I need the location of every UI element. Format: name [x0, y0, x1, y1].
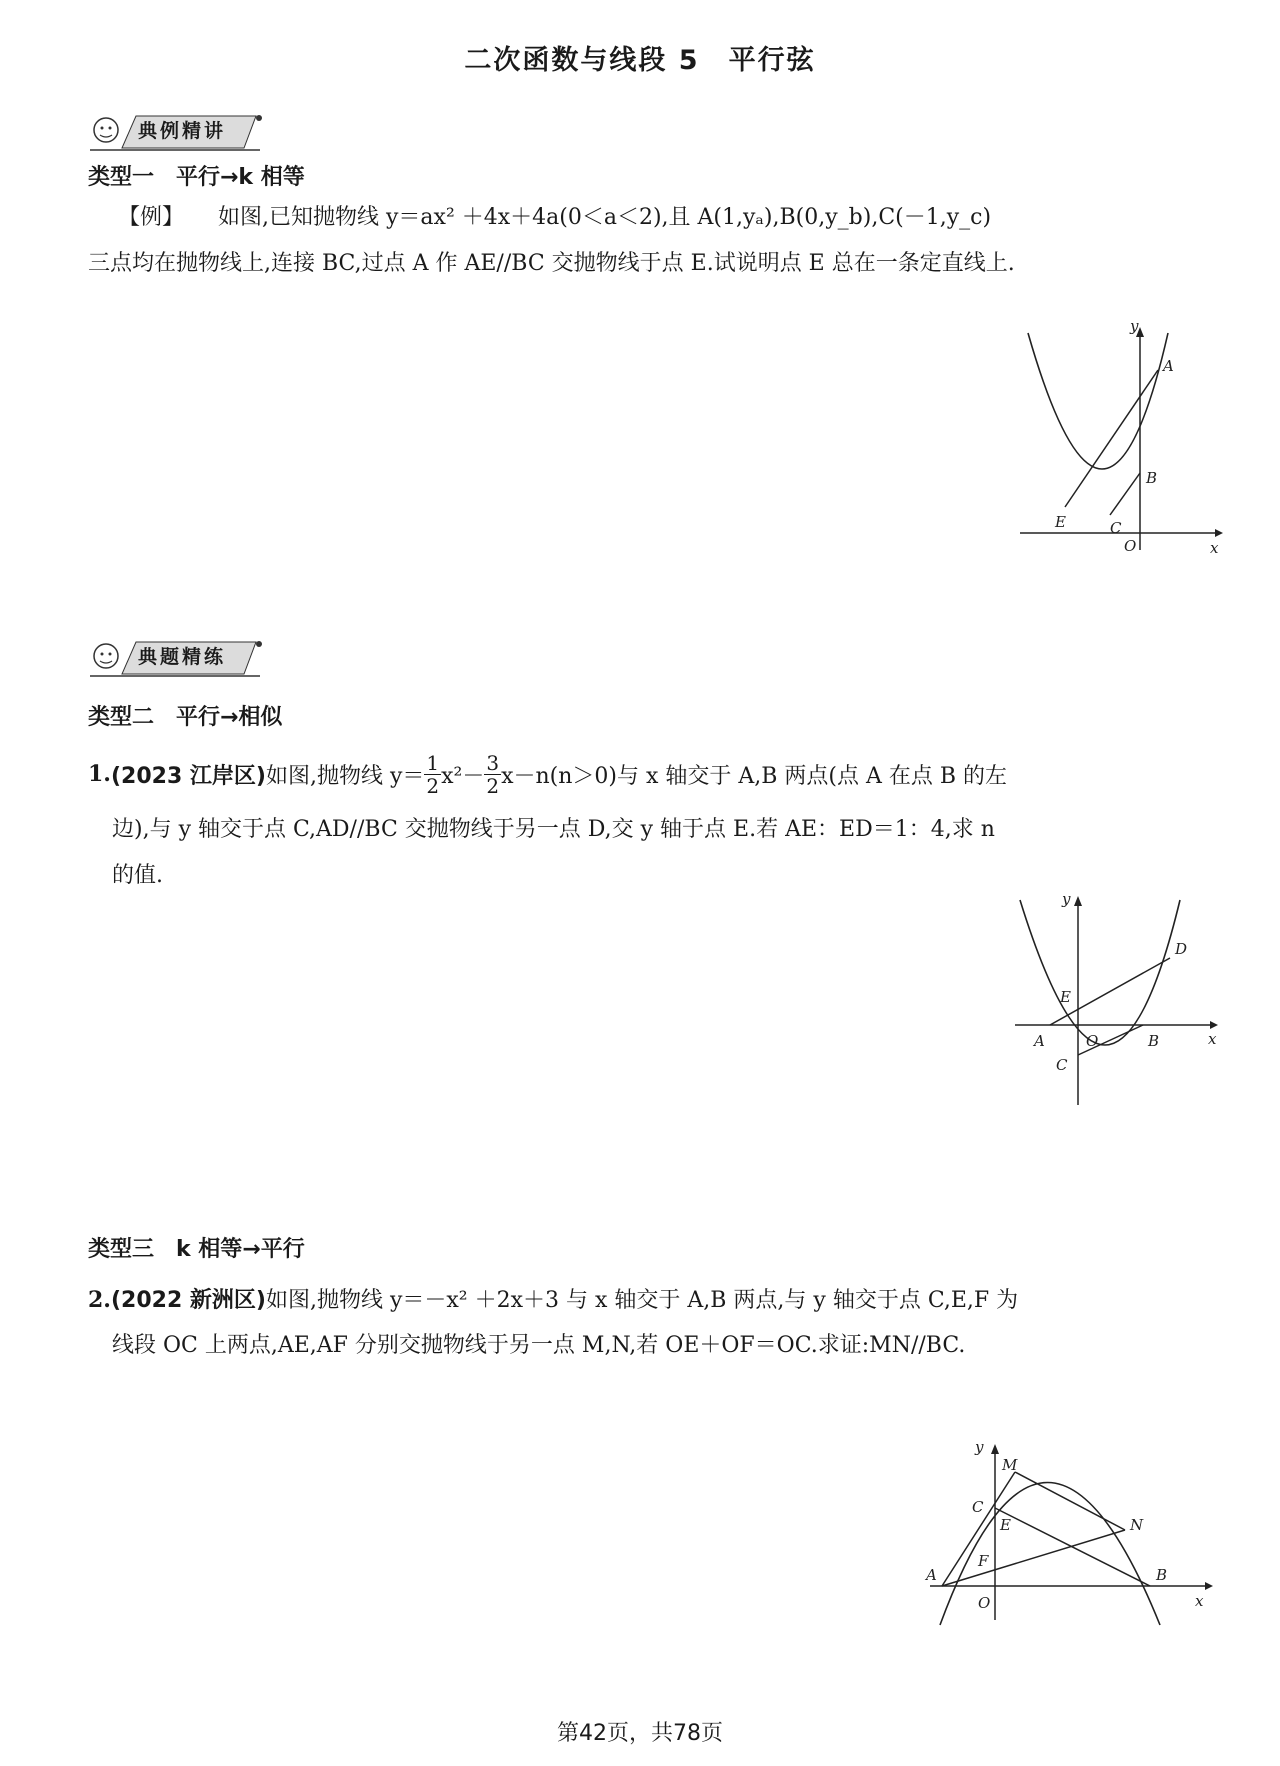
figure-label: C [1056, 1056, 1068, 1074]
banner-label: 典例精讲 [138, 120, 227, 142]
section-heading-type3: 类型三 k 相等→平行 [88, 1237, 305, 1262]
problem1-number: 1. [88, 761, 111, 787]
figure-label: A [1034, 1032, 1045, 1050]
figure-label: x [1208, 1030, 1217, 1048]
x-axis-arrow-icon [1215, 529, 1223, 537]
problem1-text-a: 如图,抛物线 y＝ [265, 763, 425, 789]
x-axis-arrow-icon [1210, 1021, 1218, 1029]
fraction-three-halves: $\frac{3}{2}$ [486, 750, 500, 798]
figure-example-parabola [1010, 315, 1230, 555]
example-line1: 如图,已知抛物线 y＝ax² ＋4x＋4a(0＜a＜2),且 A(1,yₐ),B(0,y_b),C(－1,y_c) [196, 205, 992, 230]
figure-label: O [978, 1594, 991, 1612]
section-banner-practice [88, 634, 264, 680]
figure-label: C [1110, 519, 1122, 537]
problem2-number: 2. [88, 1287, 111, 1313]
figure-problem1-parabola [1010, 890, 1230, 1120]
y-axis-arrow-icon [991, 1444, 999, 1454]
figure-label: y [975, 1438, 984, 1456]
section-banner-examples [88, 108, 264, 154]
figure-label: N [1130, 1516, 1144, 1534]
problem1-line3: 的值. [112, 863, 163, 888]
segment-CB [995, 1508, 1150, 1586]
problem2-text: 如图,抛物线 y＝－x² ＋2x＋3 与 x 轴交于 A,B 两点,与 y 轴交于点 C,E,F 为 [265, 1288, 1019, 1313]
page-title: 二次函数与线段 5 平行弦 [464, 45, 816, 76]
figure-label: O [1124, 537, 1137, 555]
figure-label: A [926, 1566, 937, 1584]
figure-label: A [1163, 357, 1174, 375]
figure-label: O [1086, 1032, 1099, 1050]
figure-label: E [1055, 513, 1066, 531]
page-footer: 第42页，共78页 [557, 1721, 723, 1746]
example-label: 【例】 [118, 205, 185, 230]
section-heading-type1: 类型一 平行→k 相等 [88, 165, 305, 190]
segment-MN [1015, 1472, 1125, 1530]
figure-label: C [972, 1498, 984, 1516]
parabola-curve [1020, 900, 1180, 1045]
x-axis-arrow-icon [1205, 1582, 1213, 1590]
segment-AE [1065, 370, 1158, 507]
problem2-source: (2022 新洲区) [110, 1288, 266, 1313]
problem2-line2: 线段 OC 上两点,AE,AF 分别交抛物线于另一点 M,N,若 OE＋OF＝OC.求证:MN//BC. [112, 1333, 966, 1358]
figure-label: x [1195, 1592, 1204, 1610]
y-axis-arrow-icon [1074, 896, 1082, 906]
figure-label: E [1000, 1516, 1011, 1534]
segment-BC [1110, 473, 1140, 515]
banner-label: 典题精练 [138, 646, 227, 668]
example-line2: 三点均在抛物线上,连接 BC,过点 A 作 AE//BC 交抛物线于点 E.试说明点 E 总在一条定直线上. [88, 251, 1015, 276]
problem1-text-c: x－n(n＞0)与 x 轴交于 A,B 两点(点 A 在点 B 的左 [501, 763, 1008, 789]
parabola-curve [1028, 333, 1168, 469]
figure-label: x [1210, 539, 1219, 555]
problem1-text-b: x²－ [441, 763, 485, 789]
figure-label: y [1130, 317, 1139, 335]
figure-label: F [978, 1552, 989, 1570]
problem1-line1 [88, 748, 1007, 800]
problem1-line2: 边),与 y 轴交于点 C,AD//BC 交抛物线于另一点 D,交 y 轴于点 E.若 AE：ED＝1：4,求 n [112, 817, 995, 842]
figure-label: B [1148, 1032, 1160, 1050]
figure-label: B [1156, 1566, 1168, 1584]
figure-problem2-parabola [920, 1430, 1220, 1630]
figure-label: B [1146, 469, 1158, 487]
figure-label: M [1002, 1456, 1018, 1474]
figure-label: E [1060, 988, 1071, 1006]
figure-label: y [1062, 890, 1071, 908]
figure-label: D [1175, 940, 1188, 958]
problem1-source: (2023 江岸区) [110, 763, 266, 789]
fraction-one-half: $\frac{1}{2}$ [426, 750, 440, 798]
section-heading-type2: 类型二 平行→相似 [88, 705, 283, 730]
